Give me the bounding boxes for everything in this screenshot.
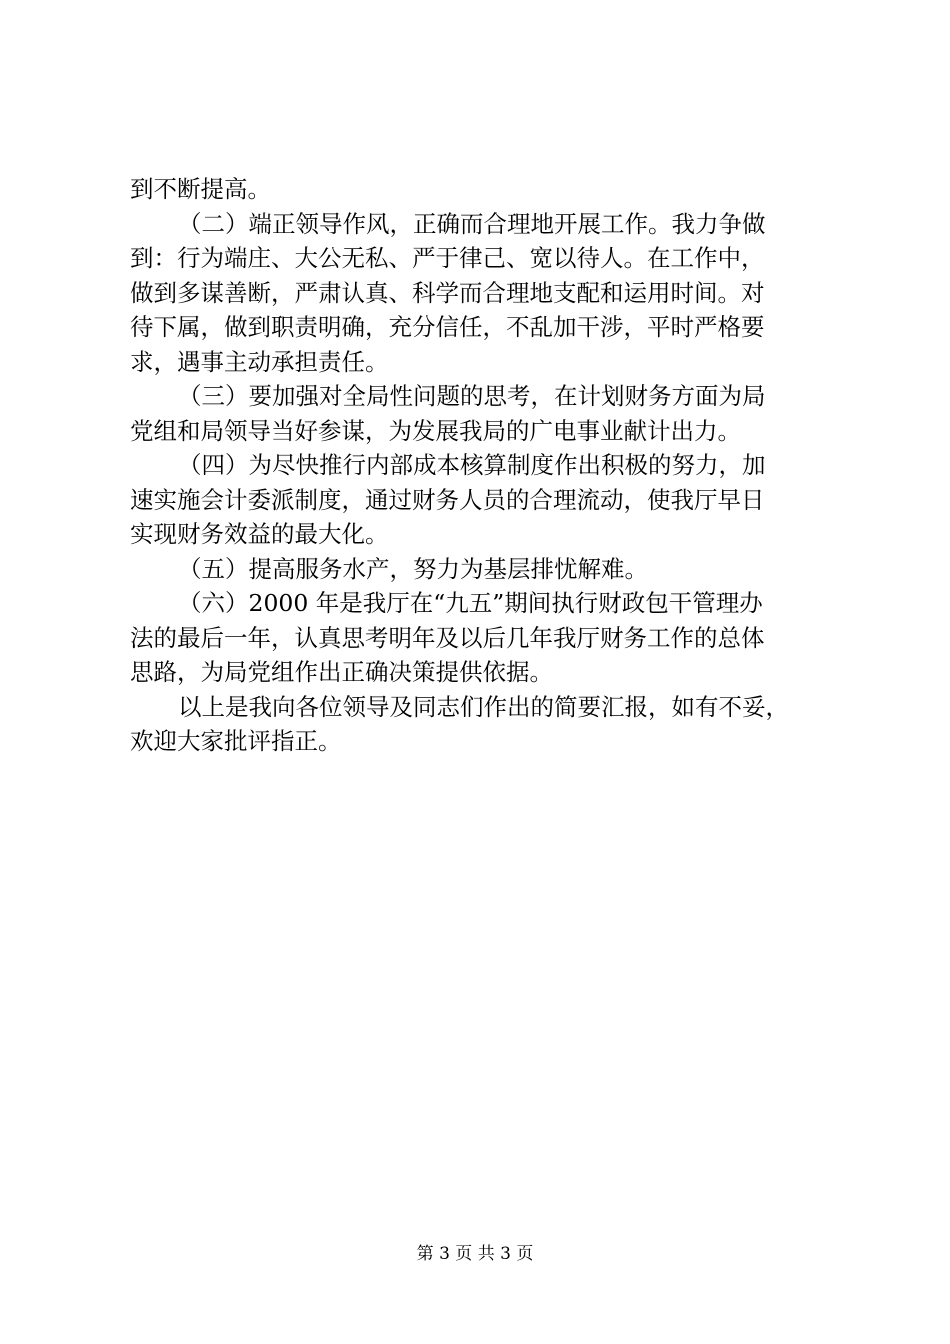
text-line: 待下属，做到职责明确，充分信任，不乱加干涉，平时严格要 — [130, 313, 765, 341]
paragraph-2-line: （二）端正领导作风，正确而合理地开展工作。我力争做 — [178, 209, 766, 238]
text-line: 思路，为局党组作出正确决策提供依据。 — [130, 658, 553, 686]
text-line: 党组和局领导当好参谋，为发展我局的广电事业献计出力。 — [130, 416, 741, 445]
text-line: 速实施会计委派制度，通过财务人员的合理流动，使我厅早日 — [130, 485, 765, 514]
paragraph-3-line: （三）要加强对全局性问题的思考，在计划财务方面为局 — [178, 382, 766, 410]
text-line: 到：行为端庄、大公无私、严于律己、宽以待人。在工作中， — [130, 244, 765, 272]
paragraph-5-line: （五）提高服务水产，努力为基层排忧解难。 — [178, 554, 648, 583]
text-line: 求，遇事主动承担责任。 — [130, 347, 389, 376]
document-body — [130, 172, 830, 759]
closing-paragraph-line: 以上是我向各位领导及同志们作出的简要汇报，如有不妥， — [178, 692, 789, 721]
paragraph-4-line: （四）为尽快推行内部成本核算制度作出积极的努力，加 — [178, 451, 766, 479]
text-line: 法的最后一年，认真思考明年及以后几年我厅财务工作的总体 — [130, 623, 765, 652]
text-line: 实现财务效益的最大化。 — [130, 520, 389, 548]
page-number-footer: 第 3 页 共 3 页 — [416, 1244, 534, 1264]
text-line: 到不断提高。 — [130, 175, 271, 203]
text-line: 欢迎大家批评指正。 — [130, 727, 342, 755]
paragraph-6-line: （六）2000 年是我厅在“九五”期间执行财政包干管理办 — [178, 589, 763, 617]
text-line: 做到多谋善断，严肃认真、科学而合理地支配和运用时间。对 — [130, 278, 765, 307]
